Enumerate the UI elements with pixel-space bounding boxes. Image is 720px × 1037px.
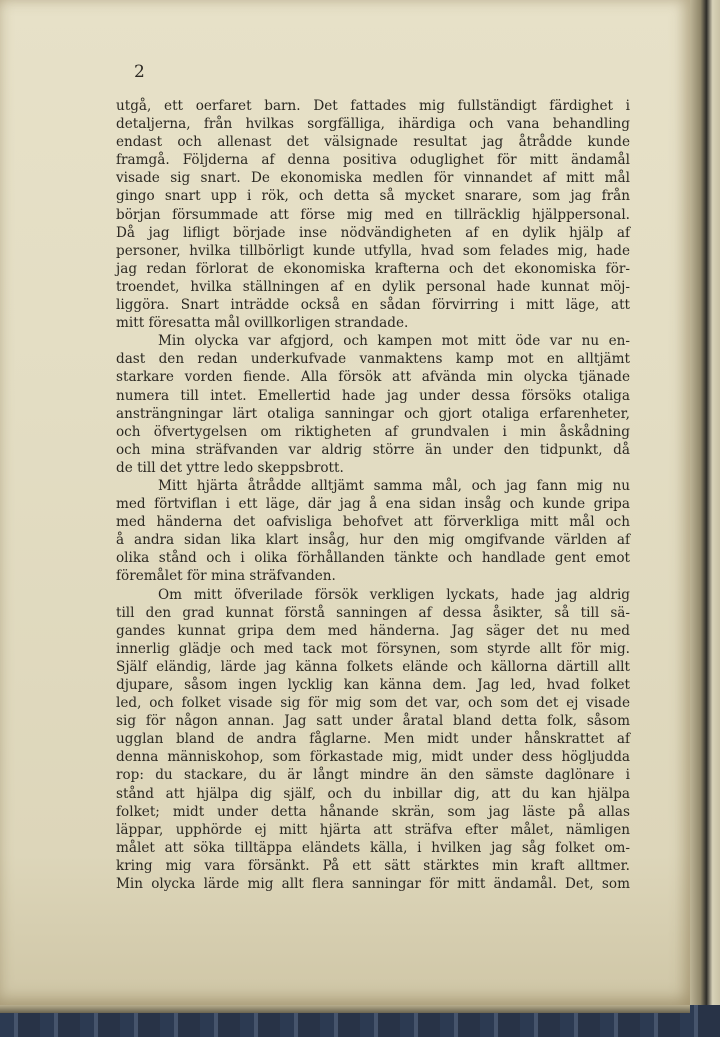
text-line: till den grad kunnat förstå sanningen af dessa åsikter, så till sä- xyxy=(116,604,630,621)
text-line: läppar, upphörde ej mitt hjärta att sträfva efter målet, nämligen xyxy=(116,821,630,838)
text-line: led, och folket visade sig för mig som det var, och som det ej visade xyxy=(116,695,630,712)
text-line: och öfvertygelsen om riktigheten af grundvalen i min åskådning xyxy=(116,423,630,440)
text-line: kring mig vara försänkt. På ett sätt stärktes min kraft alltmer. xyxy=(116,857,630,874)
text-line: Då jag lifligt började inse nödvändigheten af en dylik hjälp af xyxy=(116,224,630,241)
text-line: Mitt hjärta åtrådde alltjämt samma mål, och jag fann mig nu xyxy=(158,477,630,494)
text-line: Min olycka var afgjord, och kampen mot mitt öde var nu en- xyxy=(158,333,630,350)
text-line: mitt föresatta mål ovillkorligen strandade. xyxy=(116,315,409,332)
text-line: med förtviflan i ett läge, där jag å ena sidan insåg och kunde gripa xyxy=(116,496,630,513)
text-line: Själf eländig, lärde jag känna folkets elände och källorna därtill allt xyxy=(116,658,630,675)
text-line: detaljerna, från hvilkas sorgfälliga, ihärdiga och vana behandling xyxy=(116,116,630,133)
text-line: Om mitt öfverilade försök verkligen lyckats, hade jag aldrig xyxy=(158,586,630,603)
text-line: innerlig glädje och med tack mot försynen, som styrde allt för mig. xyxy=(116,640,630,657)
text-line: troendet, hvilka ställningen af en dylik personal hade kunnat möj- xyxy=(116,278,630,295)
text-line: framgå. Följderna af denna positiva oduglighet för mitt ändamål xyxy=(116,152,630,169)
text-line: olika stånd och i olika förhållanden tänkte och handlade gent emot xyxy=(116,550,630,567)
text-line: numera till intet. Emellertid hade jag under dessa försöks otaliga xyxy=(116,387,630,404)
book-spine-edge xyxy=(690,0,720,1037)
text-line: rop: du stackare, du är långt mindre än den sämste daglönare i xyxy=(116,767,630,784)
text-line: med händerna det oafvisliga behofvet att förverkliga mitt mål och xyxy=(116,514,630,531)
text-line: gingo snart upp i rök, och detta så mycket snarare, som jag från xyxy=(116,188,630,205)
text-line: föremålet för mina sträfvanden. xyxy=(116,568,336,585)
scan-background-strip xyxy=(0,1005,720,1037)
text-line: ansträngningar lärt otaliga sanningar och gjort otaliga erfarenheter, xyxy=(116,405,630,422)
text-line: dast den redan underkufvade vanmaktens kamp mot en alltjämt xyxy=(116,351,630,368)
text-line: djupare, såsom ingen lycklig kan känna dem. Jag led, hvad folket xyxy=(116,677,630,693)
text-line: stånd att hjälpa dig själf, och du inbillar dig, att du kan hjälpa xyxy=(116,785,630,802)
text-line: personer, hvilka tillbörligt kunde utfylla, hvad som felades mig, hade xyxy=(116,242,630,259)
text-line: visade sig snart. De ekonomiska medlen för vinnandet af mitt mål xyxy=(116,170,630,187)
text-line: liggöra. Snart inträdde också en sådan förvirring i mitt läge, att xyxy=(116,297,630,314)
text-line: de till det yttre ledo skeppsbrott. xyxy=(116,459,344,476)
text-line: och mina sträfvanden var aldrig större än under den tidpunkt, då xyxy=(116,441,630,458)
text-line: gandes kunnat gripa dem med händerna. Jag säger det nu med xyxy=(116,622,630,639)
text-line: sig för någon annan. Jag satt under åratal bland detta folk, såsom xyxy=(116,713,630,730)
text-line: Min olycka lärde mig allt flera sanningar för mitt ändamål. Det, som xyxy=(116,876,630,893)
text-line: målet att söka tilltäppa eländets källa, i hvilken jag såg folket om- xyxy=(116,839,630,856)
text-line: början försummade att förse mig med en tillräcklig hjälppersonal. xyxy=(116,206,630,223)
text-line: folket; midt under detta hånande skrän, som jag läste på allas xyxy=(116,803,630,820)
page-number: 2 xyxy=(134,62,145,82)
text-line: utgå, ett oerfaret barn. Det fattades mig fullständigt färdighet i xyxy=(116,98,630,114)
text-line: denna människohop, som förkastade mig, midt under dess högljudda xyxy=(116,749,630,766)
body-text xyxy=(116,97,630,893)
text-line: starkare vorden fiende. Alla försök att afvända min olycka tjänade xyxy=(116,369,630,386)
text-line: jag redan förlorat de ekonomiska krafterna och det ekonomiska för- xyxy=(116,260,630,277)
text-line: endast och allenast det välsignade resultat jag åtrådde kunde xyxy=(116,134,630,151)
text-line: å andra sidan lika klart insåg, hur den mig omgifvande världen af xyxy=(116,532,630,549)
text-line: ugglan bland de andra fåglarne. Men midt under hånskrattet af xyxy=(116,731,630,748)
